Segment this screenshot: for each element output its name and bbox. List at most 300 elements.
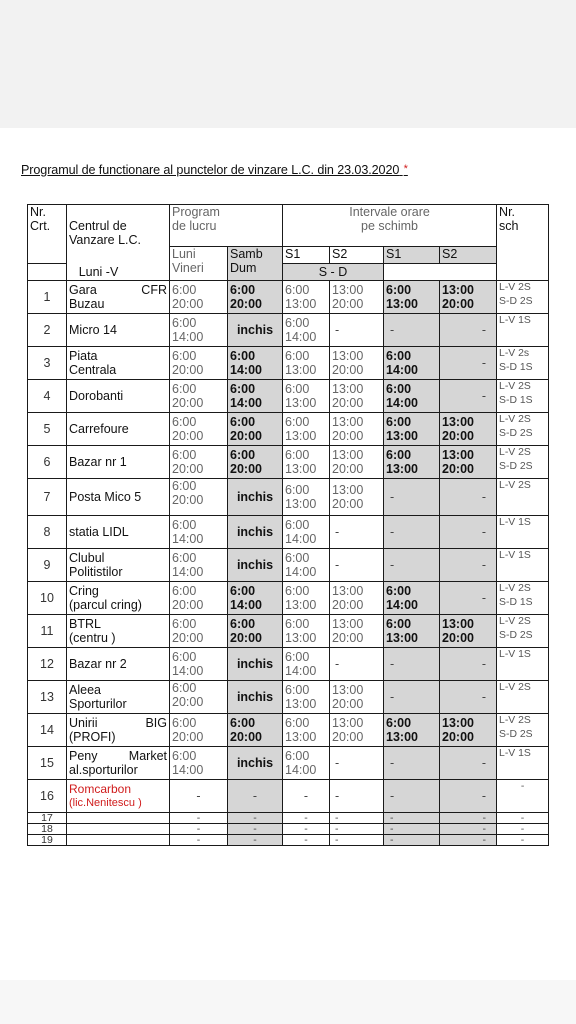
s1-line: 13:00 [285,429,317,443]
ws2-line: 13:00 [442,414,474,429]
time-lv [170,281,228,314]
ws1-line: 6:00 [386,616,412,631]
header-centrul-line2: Vanzare L.C. [69,233,142,248]
time-lv [170,824,228,835]
time-s1 [283,380,330,413]
s1-line: 14:00 [285,330,317,344]
shift-count [497,446,549,479]
row-number-text: 14 [40,722,54,737]
s2-line: 13:00 [332,447,364,462]
row-number [28,714,67,747]
ws2-line: - [482,834,487,846]
sch-line: L-V 2S [499,583,531,594]
time-s2 [330,582,384,615]
time-ws2 [440,648,497,681]
header-nr-crt [28,205,67,264]
sch-line: L-V 2S [499,616,531,627]
time-lv [170,446,228,479]
s2-line: - [335,834,339,846]
sch-line: L-V 1S [499,748,531,759]
time-lv [170,615,228,648]
ws1-line: - [390,689,395,704]
table-row [28,281,549,314]
time-ws2 [440,747,497,780]
row-number [28,780,67,813]
sch-line: L-V 2S [499,715,531,726]
sd-line: 6:00 [230,616,256,631]
point-name [67,615,170,648]
sd-line: - [253,812,257,824]
lv-line: 14:00 [172,565,204,579]
time-lv [170,516,228,549]
s2-line: - [335,788,340,803]
lv-line: 6:00 [172,315,197,330]
lv-line: 20:00 [172,598,204,612]
table-row [28,314,549,347]
ws1-line: 14:00 [386,598,418,612]
point-name [67,549,170,582]
ws1-line: 6:00 [386,715,412,730]
sch-line: S-D 2S [499,729,533,741]
sd-line: 20:00 [230,297,262,311]
sch-line: S-D 2S [499,428,533,440]
ws1-line: - [390,812,394,824]
s1-line: 13:00 [285,462,317,476]
time-sd [228,835,283,846]
point-name [67,347,170,380]
header-s2-week: S2 [330,247,384,264]
table-row [28,413,549,446]
header-nr-sch-line1: Nr. [499,205,516,219]
ws2-line: 20:00 [442,730,474,744]
time-s2 [330,281,384,314]
row-number-text: 8 [43,524,51,539]
s1-line: 6:00 [285,682,310,697]
time-sd [228,281,283,314]
name-line: Buzau [69,297,105,311]
header-s2-weekend: S2 [440,247,497,264]
document-title [21,163,561,177]
shift-count [497,824,549,835]
shift-count [497,516,549,549]
name-line: statia LIDL [69,524,129,539]
table-row [28,824,549,835]
time-ws2 [440,824,497,835]
s1-line: 14:00 [285,532,317,546]
time-ws1 [384,446,440,479]
s1-line: 14:00 [285,763,317,777]
lv-line: 20:00 [172,730,204,744]
s2-line: 13:00 [332,381,364,396]
shift-count [497,380,549,413]
time-ws2 [440,813,497,824]
header-s1-week: S1 [283,247,330,264]
name-line: Bazar nr 2 [69,656,127,671]
shift-count [497,780,549,813]
table-row [28,446,549,479]
lv-line: 6:00 [172,517,197,532]
time-ws1 [384,747,440,780]
time-ws2 [440,413,497,446]
time-ws1 [384,582,440,615]
time-s1 [283,479,330,516]
sch-line: L-V 1S [499,517,531,528]
name-line: (lic.Nenitescu ) [69,796,142,809]
ws1-line: - [390,524,395,539]
ws2-line: 20:00 [442,462,474,476]
s1-line: - [303,788,309,803]
sd-line: 6:00 [230,715,256,730]
point-name [67,446,170,479]
name-line: al.sporturilor [69,763,138,777]
time-ws2 [440,582,497,615]
lv-line: 20:00 [172,363,204,377]
time-ws1 [384,314,440,347]
table-row [28,835,549,846]
sch-line: L-V 2S [499,447,531,458]
time-s2 [330,549,384,582]
time-ws1 [384,714,440,747]
shift-count [497,835,549,846]
shift-count [497,314,549,347]
ws1-line: - [390,755,395,770]
ws1-line: 6:00 [386,447,412,462]
time-s2 [330,780,384,813]
name-line: Bazar nr 1 [69,454,127,469]
sch-line: S-D 1S [499,597,533,609]
time-s2 [330,648,384,681]
time-ws1 [384,780,440,813]
s2-line: 13:00 [332,715,364,730]
lv-line: 6:00 [172,748,197,763]
row-number-text: 12 [40,656,54,671]
s2-line: - [335,524,340,539]
name-line: (PROFI) [69,730,116,744]
s1-line: 6:00 [285,715,310,730]
lv-line: 6:00 [172,414,197,429]
sch-line: L-V 2S [499,414,531,425]
sd-line: 14:00 [230,598,262,612]
table-row [28,681,549,714]
time-ws2 [440,516,497,549]
sd-line: 6:00 [230,282,256,297]
time-sd [228,582,283,615]
time-ws2 [440,479,497,516]
time-s2 [330,413,384,446]
time-s2 [330,347,384,380]
name-line: Piata [69,348,98,363]
time-ws1 [384,380,440,413]
time-s2 [330,714,384,747]
header-luni-v: Luni -V [28,264,170,281]
time-s1 [283,824,330,835]
s2-line: 20:00 [332,697,364,711]
time-lv [170,479,228,516]
time-s2 [330,824,384,835]
row-number [28,446,67,479]
s1-line: 6:00 [285,616,310,631]
s1-line: 6:00 [285,348,310,363]
s1-line: 14:00 [285,664,317,678]
ws2-line: 20:00 [442,297,474,311]
table-row [28,615,549,648]
header-samb-label: Samb [230,247,263,261]
s1-line: 13:00 [285,598,317,612]
row-number [28,549,67,582]
schedule-table [27,204,549,846]
lv-line: 20:00 [172,429,204,443]
time-sd [228,479,283,516]
ws2-line: - [481,388,487,403]
sch-line: - [520,823,525,835]
point-name [67,380,170,413]
ws2-line: 13:00 [442,715,474,730]
shift-count [497,681,549,714]
time-s2 [330,681,384,714]
lv-line: - [196,823,201,835]
header-samb-dum [228,247,283,281]
sch-line: L-V 2S [499,682,531,693]
point-name [67,681,170,714]
s1-line: 14:00 [285,565,317,579]
row-number-text: 18 [41,823,53,835]
s2-line: 20:00 [332,631,364,645]
s1-line: 13:00 [285,730,317,744]
top-background-band [0,0,576,128]
time-s1 [283,780,330,813]
sch-line: - [520,812,525,824]
s1-line: 13:00 [285,497,317,511]
point-name [67,835,170,846]
shift-count [497,281,549,314]
time-lv [170,582,228,615]
time-ws2 [440,446,497,479]
name-line: (parcul cring) [69,598,142,612]
time-lv [170,314,228,347]
time-sd [228,681,283,714]
time-s1 [283,582,330,615]
ws1-line: 6:00 [386,348,412,363]
header-intervale [283,205,497,247]
point-name [67,824,170,835]
ws2-line: - [481,656,487,671]
s2-line: 20:00 [332,429,364,443]
lv-line: 14:00 [172,763,204,777]
time-s2 [330,479,384,516]
name-line: Unirii BIG [69,715,167,730]
time-ws2 [440,549,497,582]
row-number [28,516,67,549]
ws2-line: - [481,322,487,337]
ws2-line: - [481,355,487,370]
row-number [28,648,67,681]
sd-line: inchis [236,755,274,770]
time-ws1 [384,615,440,648]
time-s1 [283,714,330,747]
sch-line: S-D 2S [499,630,533,642]
time-s1 [283,314,330,347]
s1-line: - [304,823,308,835]
table-row [28,479,549,516]
lv-line: - [196,788,201,803]
ws1-line: - [390,834,394,846]
header-intervale-line2: pe schimb [361,219,419,234]
ws1-line: 13:00 [386,730,418,744]
time-s2 [330,615,384,648]
row-number-text: 7 [43,489,51,504]
time-sd [228,813,283,824]
point-name [67,314,170,347]
point-name [67,516,170,549]
row-number-text: 4 [43,388,51,403]
s2-line: 20:00 [332,462,364,476]
s1-line: 6:00 [285,517,310,532]
sd-line: inchis [236,689,274,704]
s2-line: 20:00 [332,297,364,311]
s1-line: 13:00 [285,697,317,711]
name-line: Politistilor [69,565,123,579]
sch-line: L-V 2S [499,381,531,392]
name-line: Micro 14 [69,322,117,337]
ws1-line: 6:00 [386,381,412,396]
lv-line: 20:00 [172,631,204,645]
header-nr-sch-line2: sch [499,219,519,234]
time-s2 [330,813,384,824]
table-row [28,648,549,681]
s2-line: 13:00 [332,482,364,497]
time-ws1 [384,479,440,516]
s1-line: 6:00 [285,447,310,462]
s1-line: 6:00 [285,550,310,565]
time-sd [228,549,283,582]
shift-count [497,549,549,582]
sch-line: - [520,781,525,792]
time-s2 [330,516,384,549]
time-s1 [283,615,330,648]
row-number [28,747,67,780]
sd-line: inchis [236,656,274,671]
s1-line: 13:00 [285,297,317,311]
point-name [67,281,170,314]
name-line: Aleea [69,682,101,697]
lv-line: - [196,812,201,824]
row-number-text: 15 [40,755,54,770]
point-name [67,479,170,516]
sd-line: - [253,834,257,846]
row-number [28,824,67,835]
sch-line: S-D 2S [499,461,533,473]
time-lv [170,835,228,846]
ws1-line: 13:00 [386,631,418,645]
header-program-line1: Program [172,205,220,219]
lv-line: 6:00 [172,479,197,493]
s1-line: 6:00 [285,583,310,598]
time-s1 [283,347,330,380]
header-intervale-line1: Intervale orare [349,205,430,219]
s2-line: - [335,755,340,770]
ws2-line: - [482,823,487,835]
header-luni-label: Luni [172,247,196,261]
s2-line: 20:00 [332,363,364,377]
time-sd [228,824,283,835]
row-number-text: 1 [43,289,51,304]
row-number [28,813,67,824]
s1-line: - [304,834,308,846]
time-s2 [330,380,384,413]
sch-line: L-V 1S [499,649,531,660]
time-ws2 [440,615,497,648]
s1-line: 6:00 [285,282,310,297]
ws1-line: 6:00 [386,583,412,598]
ws2-line: 13:00 [442,447,474,462]
name-line: Posta Mico 5 [69,489,142,504]
time-s1 [283,281,330,314]
sd-line: 6:00 [230,414,256,429]
table-row [28,747,549,780]
lv-line: 20:00 [172,297,204,311]
header-nr-label: Nr. [30,205,46,219]
ws2-line: - [481,489,487,504]
lv-line: 20:00 [172,695,204,710]
s1-line: 6:00 [285,381,310,396]
ws2-line: - [481,788,487,803]
row-number-text: 2 [43,322,51,337]
row-number-text: 6 [43,454,51,469]
lv-line: 6:00 [172,649,197,664]
time-sd [228,446,283,479]
table-row [28,582,549,615]
ws2-line: 13:00 [442,282,474,297]
lv-line: 6:00 [172,348,197,363]
time-ws2 [440,347,497,380]
time-s2 [330,835,384,846]
row-number [28,314,67,347]
sd-line: 20:00 [230,631,262,645]
time-ws1 [384,516,440,549]
lv-line: 6:00 [172,715,197,730]
shift-count [497,413,549,446]
bottom-background-band [0,980,576,1024]
table-row [28,516,549,549]
ws1-line: 6:00 [386,414,412,429]
lv-line: 6:00 [172,616,197,631]
s1-line: 6:00 [285,649,310,664]
shift-count [497,747,549,780]
sd-line: 20:00 [230,730,262,744]
time-lv [170,347,228,380]
point-name [67,747,170,780]
sd-line: inchis [236,524,274,539]
sch-line: L-V 1S [499,550,531,561]
row-number-text: 10 [40,590,54,605]
time-sd [228,413,283,446]
ws1-line: - [390,788,395,803]
time-lv [170,648,228,681]
point-name [67,780,170,813]
lv-line: 14:00 [172,664,204,678]
table-row [28,714,549,747]
lv-line: 6:00 [172,583,197,598]
time-ws2 [440,314,497,347]
name-line: (centru ) [69,631,116,645]
s2-line: - [335,812,339,824]
lv-line: 6:00 [172,550,197,565]
row-number-text: 17 [41,812,53,824]
row-number [28,347,67,380]
s2-line: - [335,322,340,337]
row-number [28,835,67,846]
ws2-line: 20:00 [442,429,474,443]
